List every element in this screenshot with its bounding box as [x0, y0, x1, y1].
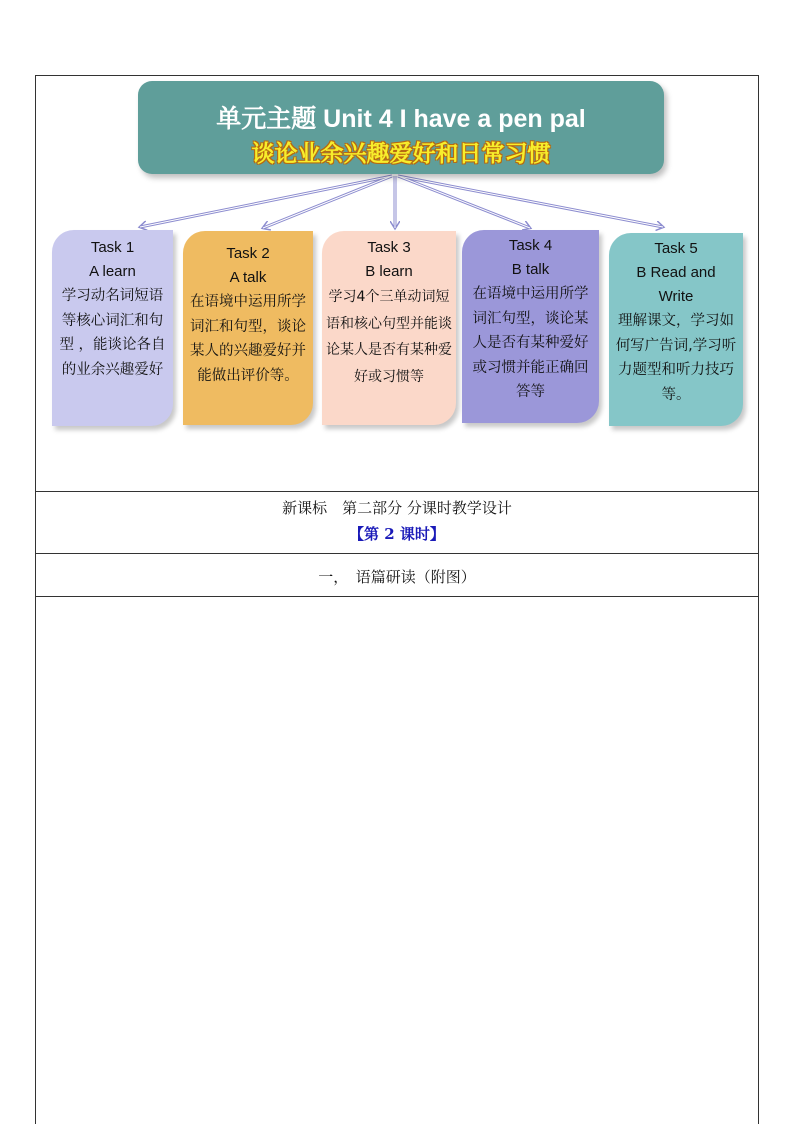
table-divider: [35, 491, 759, 492]
task-subtitle: B Read and Write: [636, 264, 716, 305]
task-subtitle: A talk: [229, 269, 267, 286]
task-card-4: [462, 230, 599, 423]
banner-title: 单元主题 Unit 4 I have a pen pal: [216, 105, 586, 133]
task-description: 在语境中运用所学词汇和句型，谈论某人的兴趣爱好并能做出评价等。: [190, 294, 306, 384]
task-title: Task 5: [654, 240, 698, 257]
task-title: Task 4: [508, 237, 553, 254]
task-description: 学习4个三单动词短语和核心句型并能谈论某人是否有某种爱好或习惯等: [326, 289, 452, 385]
task-card-3: [322, 231, 456, 425]
task-subtitle: B learn: [365, 263, 413, 280]
banner-subtitle: 谈论业余兴趣爱好和日常习惯: [251, 141, 551, 167]
task-subtitle: A learn: [89, 263, 136, 280]
task-description: 学习动名词短语等核心词汇和句型 ，能谈论各自的业余兴趣爱好: [59, 288, 166, 378]
lesson-number: 【第 2 课时】: [349, 525, 445, 543]
task-description: 理解课文，学习如何写广告词,学习听力题型和听力技巧等。: [615, 313, 737, 403]
task-title: Task 1: [90, 239, 135, 256]
section-title: 新课标 第二部分 分课时教学设计: [282, 499, 512, 517]
task-description: 在语境中运用所学词汇句型，谈论某人是否有某种爱好或习惯并能正确回答等: [472, 286, 589, 400]
task-title: Task 2: [226, 245, 270, 262]
task-card-2: [183, 231, 313, 425]
unit-theme-banner: [138, 81, 664, 174]
task-subtitle: B talk: [511, 261, 550, 278]
task-title: Task 3: [367, 239, 411, 256]
table-divider: [35, 553, 759, 554]
task-card-1: [52, 230, 173, 426]
section-heading: 一， 语篇研读（附图）: [318, 568, 476, 586]
task-card-5: [609, 233, 743, 426]
table-divider: [35, 596, 759, 597]
